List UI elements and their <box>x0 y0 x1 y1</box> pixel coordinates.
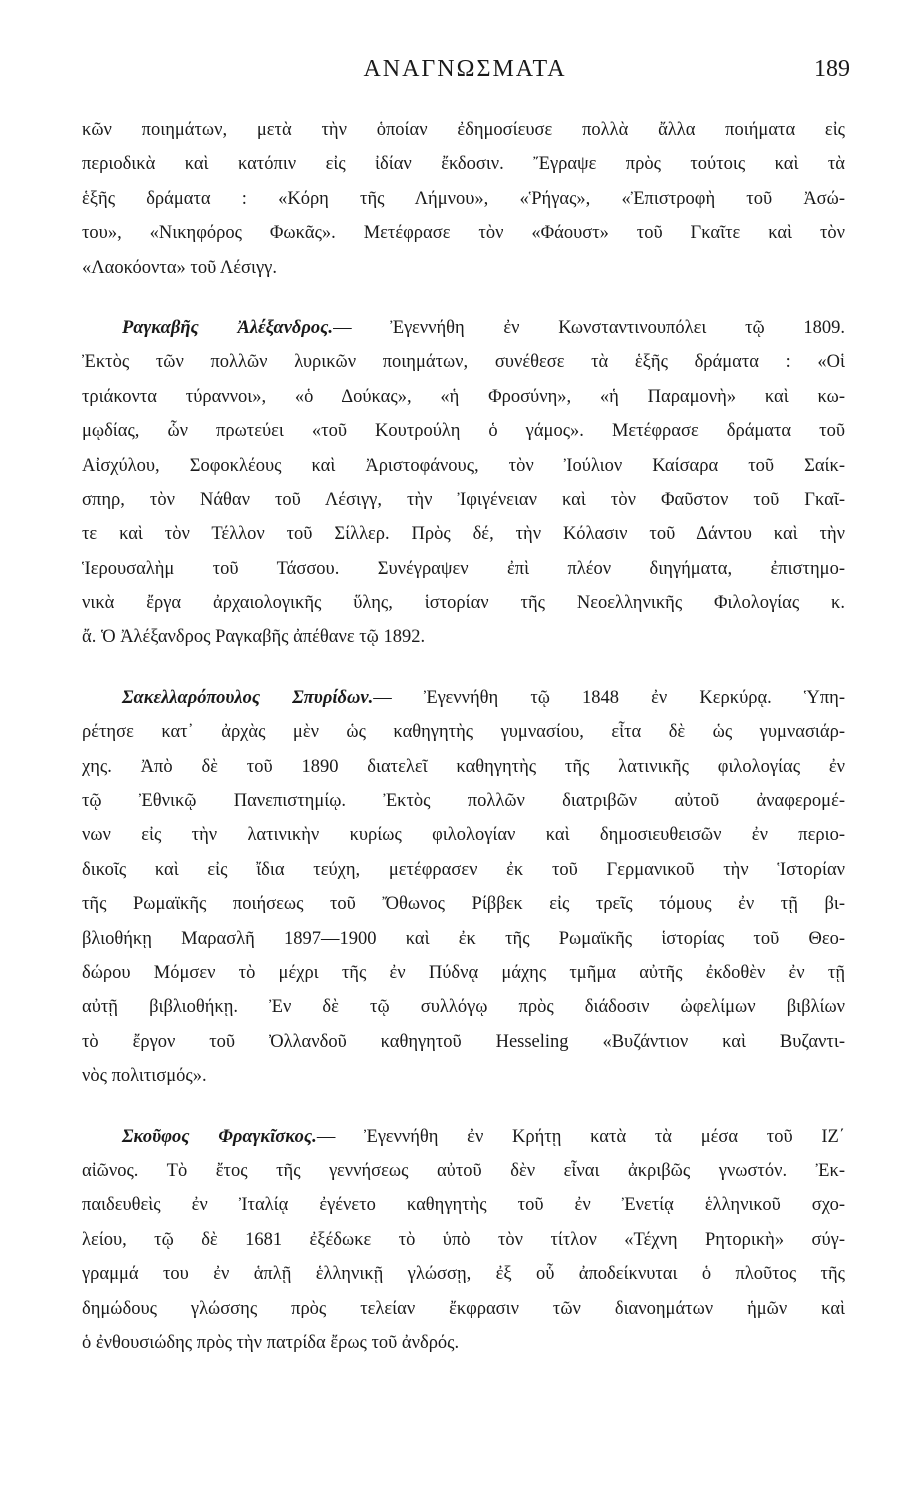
page-number: 189 <box>814 56 850 82</box>
text-line: μῳδίας, ὧν πρωτεύει «τοῦ Κουτρούλη ὁ γάμος». Μετέφρασε δράματα τοῦ <box>82 421 845 442</box>
text-line: αἰῶνος. Τὸ ἔτος τῆς γεννήσεως αὐτοῦ δὲν εἶναι ἀκριβῶς γνωστόν. Ἐκ- <box>82 1160 845 1181</box>
text-line: ἑξῆς δράματα : «Κόρη τῆς Λήμνου», «Ῥήγας», «Ἐπιστροφὴ τοῦ Ἀσώ- <box>82 188 845 209</box>
text-line: τριάκοντα τύραννοι», «ὁ Δούκας», «ἡ Φροσύνη», «ἡ Παραμονὴ» καὶ κω- <box>82 386 845 407</box>
entry-name: Ραγκαβῆς Ἀλέξανδρος. <box>122 317 334 338</box>
text-line: τῷ Ἐθνικῷ Πανεπιστημίῳ. Ἐκτὸς πολλῶν διατριβῶν αὐτοῦ ἀναφερομέ- <box>82 791 845 812</box>
text-line: δώρου Μόμσεν τὸ μέχρι τῆς ἐν Πύδνᾳ μάχης τμῆμα αὐτῆς ἐκδοθὲν ἐν τῇ <box>82 962 845 983</box>
text-line: τὸ ἔργον τοῦ Ὀλλανδοῦ καθηγητοῦ Hesseling «Βυζάντιον καὶ Βυζαντι- <box>82 1031 845 1052</box>
text-line: Αἰσχύλου, Σοφοκλέους καὶ Ἀριστοφάνους, τὸν Ἰούλιον Καίσαρα τοῦ Σαίκ- <box>82 455 845 476</box>
text-line: λείου, τῷ δὲ 1681 ἐξέδωκε τὸ ὑπὸ τὸν τίτλον «Τέχνη Ρητορικὴ» σύγ- <box>82 1229 845 1250</box>
entry-name: Σακελλαρόπουλος Σπυρίδων. <box>122 687 374 708</box>
text-line: βλιοθήκῃ Μαρασλῆ 1897—1900 καὶ ἐκ τῆς Ρωμαϊκῆς ἱστορίας τοῦ Θεο- <box>82 928 845 949</box>
paragraph-continuation <box>82 113 845 285</box>
entry-name: Σκοῦφος Φραγκῖσκος. <box>122 1126 317 1147</box>
text-line: τῆς Ρωμαϊκῆς ποιήσεως τοῦ Ὄθωνος Ρίββεκ εἰς τρεῖς τόμους ἐν τῇ βι- <box>82 894 845 915</box>
text-line: νὸς πολιτισμός». <box>82 1066 207 1087</box>
text-line: ρέτησε κατ᾽ ἀρχὰς μὲν ὡς καθηγητὴς γυμνασίου, εἶτα δὲ ὡς γυμνασιάρ- <box>82 722 845 743</box>
text-line: νων εἰς τὴν λατινικὴν κυρίως φιλολογίαν καὶ δημοσιευθεισῶν ἐν περιο- <box>82 825 845 846</box>
text-line: ὁ ἐνθουσιώδης πρὸς τὴν πατρίδα ἔρως τοῦ ἀνδρός. <box>82 1332 460 1353</box>
text-line: δικοῖς καὶ εἰς ἴδια τεύχη, μετέφρασεν ἐκ τοῦ Γερμανικοῦ τὴν Ἱστορίαν <box>82 859 845 880</box>
entry-skoufos <box>82 1120 845 1361</box>
text-line: Ἱερουσαλὴμ τοῦ Τάσσου. Συνέγραψεν ἐπὶ πλέον διηγήματα, ἐπιστημο- <box>82 558 845 579</box>
text-line: τε καὶ τὸν Τέλλον τοῦ Σίλλερ. Πρὸς δέ, τὴν Κόλασιν τοῦ Δάντου καὶ τὴν <box>82 524 845 545</box>
entry-sakellaropoulos <box>82 681 845 1094</box>
text-line: χης. Ἀπὸ δὲ τοῦ 1890 διατελεῖ καθηγητὴς τῆς λατινικῆς φιλολογίας ἐν <box>82 756 845 777</box>
text-line: παιδευθεὶς ἐν Ἰταλίᾳ ἐγένετο καθηγητὴς τοῦ ἐν Ἐνετίᾳ ἑλληνικοῦ σχο- <box>82 1195 845 1216</box>
text-line: — Ἐγεννήθη ἐν Κωνσταντινουπόλει τῷ 1809. <box>333 317 845 338</box>
text-line: Ἐκτὸς τῶν πολλῶν λυρικῶν ποιημάτων, συνέθεσε τὰ ἑξῆς δράματα : «Οἱ <box>82 352 845 373</box>
text-line: αὐτῇ βιβλιοθήκῃ. Ἐν δὲ τῷ συλλόγῳ πρὸς διάδοσιν ὠφελίμων βιβλίων <box>82 997 845 1018</box>
entry-first-line <box>82 681 845 715</box>
text-line: ἄ. Ὁ Ἀλέξανδρος Ραγκαβῆς ἀπέθανε τῷ 1892. <box>82 627 426 648</box>
text-line: σπηρ, τὸν Νάθαν τοῦ Λέσιγγ, τὴν Ἰφιγένειαν καὶ τὸν Φαῦστον τοῦ Γκαῖ- <box>82 489 845 510</box>
text-line: νικὰ ἔργα ἀρχαιολογικῆς ὕλης, ἱστορίαν τῆς Νεοελληνικῆς Φιλολογίας κ. <box>82 593 845 614</box>
text-line: «Λαοκόοντα» τοῦ Λέσιγγ. <box>82 257 277 278</box>
text-line: του», «Νικηφόρος Φωκᾶς». Μετέφρασε τὸν «Φάουστ» τοῦ Γκαῖτε καὶ τὸν <box>82 223 845 244</box>
text-line: — Ἐγεννήθη τῷ 1848 ἐν Κερκύρᾳ. Ὑπη- <box>373 687 845 708</box>
text-line: — Ἐγεννήθη ἐν Κρήτῃ κατὰ τὰ μέσα τοῦ ΙΖ΄ <box>316 1126 845 1147</box>
text-line: δημώδους γλώσσης πρὸς τελείαν ἔκφρασιν τῶν διανοημάτων ἡμῶν καὶ <box>82 1298 845 1319</box>
entry-first-line <box>82 311 845 345</box>
text-line: περιοδικὰ καὶ κατόπιν εἰς ἰδίαν ἔκδοσιν. Ἔγραψε πρὸς τούτοις καὶ τὰ <box>82 154 845 175</box>
body-text <box>82 113 845 1360</box>
entry-rangavis <box>82 311 845 655</box>
running-title: ΑΝΑΓΝΩΣΜΑΤΑ <box>363 56 567 82</box>
entry-first-line <box>82 1120 845 1154</box>
text-line: κῶν ποιημάτων, μετὰ τὴν ὁποίαν ἐδημοσίευσε πολλὰ ἄλλα ποιήματα εἰς <box>82 120 845 140</box>
running-head <box>80 56 850 92</box>
text-line: γραμμά του ἐν ἁπλῇ ἑλληνικῇ γλώσσῃ, ἐξ οὗ ἀποδείκνυται ὁ πλοῦτος τῆς <box>82 1264 845 1285</box>
